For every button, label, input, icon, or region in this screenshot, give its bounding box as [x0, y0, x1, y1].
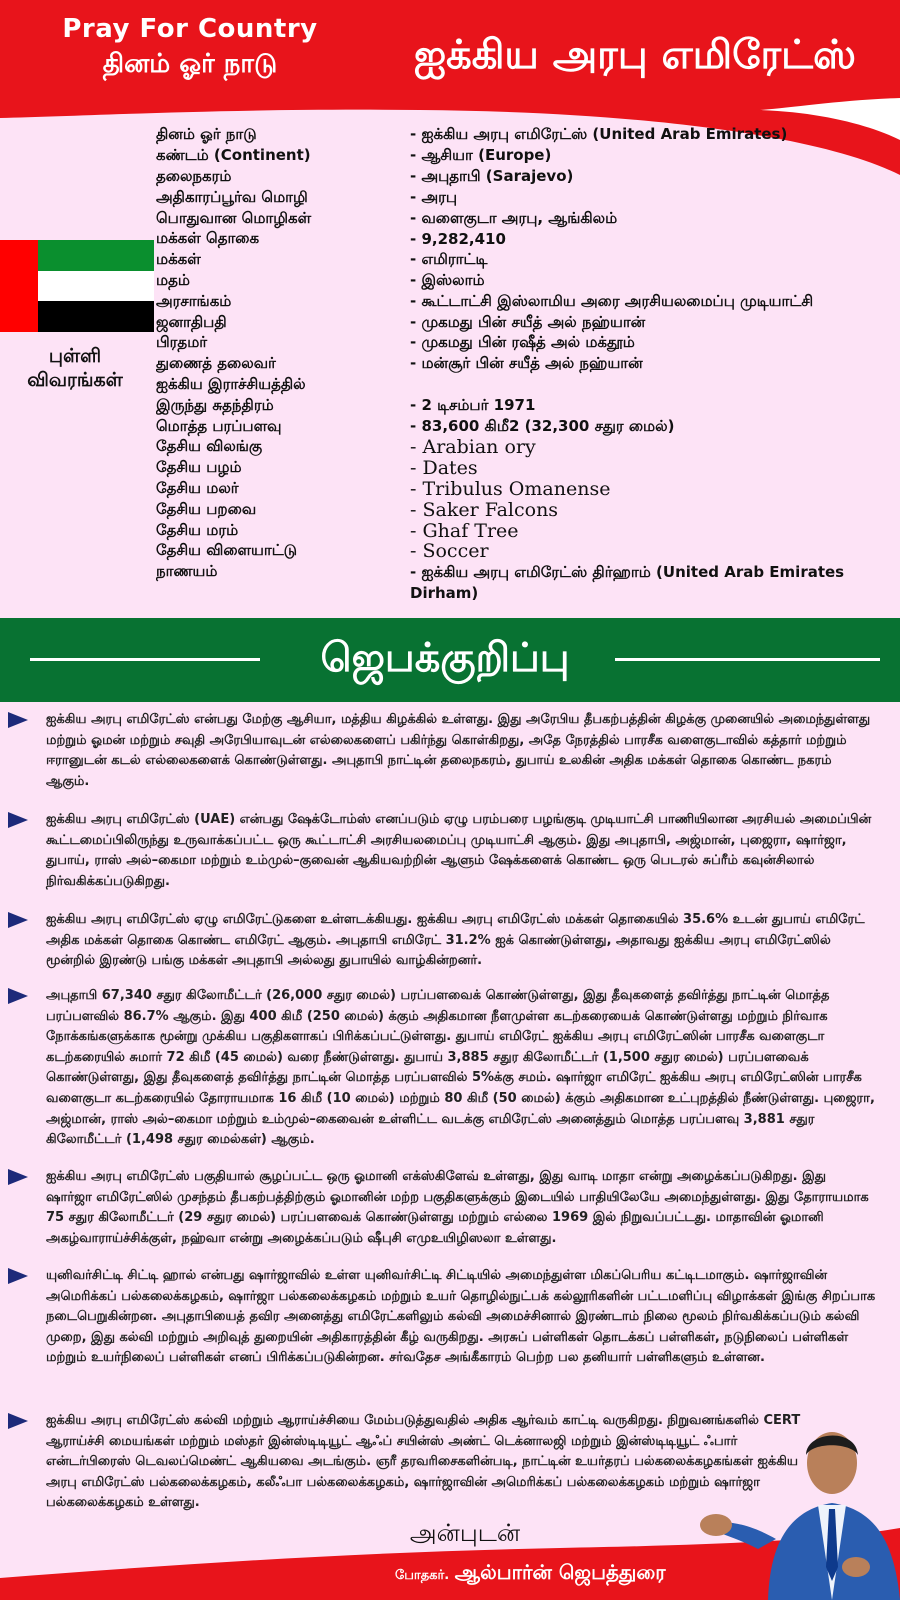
fact-value: - கூட்டாட்சி இஸ்லாமிய அரை அரசியலமைப்பு முடியாட்சி: [410, 292, 886, 312]
fact-row: [156, 271, 886, 292]
fact-row: [156, 375, 886, 396]
fact-value: - முகமது பின் சயீத் அல் நஹ்யான்: [410, 313, 886, 333]
fact-label: பிரதமர்: [156, 333, 208, 352]
fact-value: - மன்சூர் பின் சயீத் அல் நஹ்யான்: [410, 354, 886, 374]
fact-value: - அரபு: [410, 188, 886, 208]
fact-row: [156, 499, 886, 520]
fact-label: அரசாங்கம்: [156, 291, 232, 310]
prayer-point-text: ஐக்கிய அரபு எமிரேட்ஸ் கல்வி மற்றும் ஆராய்ச்சியை மேம்படுத்துவதில் அதிக ஆர்வம் காட்டி வருகிறது. நிறுவனங்களில் CERT ஆராய்ச்சி மையங்கள் மற்றும் மஸ்தர் இன்ஸ்டிடியூட் ஆஃப் சயின்ஸ் அண்ட் டெக்னாலஜி மற்றும் இன்ஸ்டிடியூட் ஃபார் என்டர்பிரைஸ் டெவலப்மெண்ட் ஆகியவை அடங்கும். ஞரீ தரவரிசைகளின்படி, நாட்டின் உயர்தரப் பல்கலைக்கழகங்கள் ஐக்கிய அரபு எமிரேட்ஸ் பல்கலைக்கழகம், கலீஃபா பல்கலைக்கழகம், ஷார்ஜாவின் அமெரிக்கப் பல்கலைக்கழகம் மற்றும் ஷார்ஜா பல்கலைக்கழகம் உள்ளது.: [46, 1413, 801, 1511]
fact-row: [156, 125, 886, 146]
prayer-point-text: ஐக்கிய அரபு எமிரேட்ஸ் (UAE) என்பது ஷேக்டோம்ஸ் எனப்படும் ஏழு பரம்பரை பழங்குடி முடியாட்சி பாணியிலான அரசியல் அமைப்பின் கூட்டமைப்பிலிருந்து உருவாக்கப்பட்ட ஒரு கூட்டாட்சி அரசியலமைப்பு முடியாட்சி ஆகும். இது அபுதாபி, அஜ்மான், புஜைரா, ஷார்ஜா, துபாய், ராஸ் அல்–கைமா மற்றும் உம்முல்–குவைன் ஆகியவற்றின் ஆளும் ஷேக்களைக் கொண்ட ஒரு பெடரல் சுப்ரீம் கவுன்சிலால் நிர்வகிக்கப்படுகிறது.: [46, 812, 872, 889]
fact-value: - இஸ்லாம்: [410, 271, 886, 291]
play-arrow-icon: [8, 1413, 28, 1429]
brand-block: [60, 12, 320, 82]
prayer-point-text: ஐக்கிய அரபு எமிரேட்ஸ் ஏழு எமிரேட்டுகளை உள்ளடக்கியது. ஐக்கிய அரபு எமிரேட்ஸ் மக்கள் தொகையில் 35.6% உடன் துபாய் எமிரேட் அதிக மக்கள் தொகை கொண்ட எமிரேட் ஆகும். அபுதாபி எமிரேட் 31.2% ஐக் கொண்டுள்ளது, அதாவது ஐக்கிய அரபு எமிரேட்ஸில் மூன்றில் இரண்டு பங்கு மக்கள் அபுதாபி அல்லது துபாயில் வாழ்கின்றனர்.: [46, 912, 865, 969]
fact-label: கண்டம் (Continent): [156, 146, 311, 165]
prayer-point-text: யுனிவர்சிட்டி சிட்டி ஹால் என்பது ஷார்ஜாவில் உள்ள யுனிவர்சிட்டி சிட்டியில் அமைந்துள்ள மிகப்பெரிய கட்டிடமாகும். ஷார்ஜாவின் அமெரிக்கப் பல்கலைக்கழகம், ஷார்ஜா பல்கலைக்கழகம் மற்றும் உயர் தொழில்நுட்பக் கல்லூரிகளின் பட்டமளிப்பு விழாக்கள் இங்கு சிறப்பாக நடைபெறுகின்றன. அபுதாபியைத் தவிர அனைத்து எமிரேட்களிலும் கல்வி அமைச்சினால் இரண்டாம் நிலை மூலம் நிர்வகிக்கப்படும் கல்வி முறை, இது கல்வி மற்றும் அறிவுத் துறையின் அதிகாரத்தின் கீழ் வருகிறது. அரசுப் பள்ளிகள் தொடக்கப் பள்ளிகள், நடுநிலைப் பள்ளிகள் மற்றும் உயர்நிலைப் பள்ளிகள் எனப் பிரிக்கப்படுகின்றன. சர்வதேச அங்கீகாரம் பெற்ற பல தனியார் பள்ளிகளும் உள்ளன.: [46, 1268, 876, 1366]
fact-row: [156, 333, 886, 354]
fact-label: நாணயம்: [156, 561, 218, 580]
fact-value: - ஐக்கிய அரபு எமிரேட்ஸ் திர்ஹாம் (United Arab Emirates Dirham): [410, 562, 886, 604]
prayer-point-text: ஐக்கிய அரபு எமிரேட்ஸ் பகுதியால் சூழப்பட்ட ஒரு ஓமானி எக்ஸ்கிளேவ் உள்ளது, இது வாடி மாதா என்று அழைக்கப்படுகிறது. இது ஷார்ஜா எமிரேட்ஸில் முசந்தம் தீபகற்பத்திற்கும் ஓமானின் மற்ற பகுதிகளுக்கும் இடையில் பாதியிலேயே அமைந்துள்ளது. இது தோராயமாக 75 சதுர கிலோமீட்டர் (29 சதுர மைல்) பரப்பளவைக் கொண்டுள்ளது மற்றும் எல்லை 1969 இல் நிறுவப்பட்டது. மாதாவின் ஓமானி அகழ்வாராய்ச்சிக்குள், நஹ்வா என்று அழைக்கப்படும் ஷீபுசி எமுஉயிழிஸலா உள்ளது.: [46, 1169, 869, 1246]
facts-caption-line-1: புள்ளி: [48, 345, 102, 367]
preacher-role: போதகர்.: [395, 1568, 450, 1583]
prayer-title: ஜெபக்குறிப்பு: [320, 635, 570, 681]
fact-label: துணைத் தலைவர்: [156, 354, 276, 373]
fact-value: - Saker Falcons: [410, 499, 886, 521]
fact-label: மக்கள் தொகை: [156, 229, 260, 248]
fact-label: மொத்த பரப்பளவு: [156, 416, 282, 435]
preacher-credit: [395, 1560, 666, 1587]
fact-value: - Soccer: [410, 540, 886, 562]
fact-label: தினம் ஓர் நாடு: [156, 125, 257, 144]
uae-flag: [0, 240, 154, 332]
fact-value: - ஆசியா (Europe): [410, 146, 886, 166]
banner-rule-right: [615, 658, 880, 661]
play-arrow-icon: [8, 812, 28, 828]
prayer-banner: [0, 618, 900, 702]
fact-row: [156, 520, 886, 541]
fact-row: [156, 479, 886, 500]
fact-value: - 9,282,410: [410, 230, 886, 248]
prayer-point-text: ஐக்கிய அரபு எமிரேட்ஸ் என்பது மேற்கு ஆசியா, மத்திய கிழக்கில் உள்ளது. இது அரேபிய தீபகற்பத்தின் கிழக்கு முனையில் அமைந்துள்ளது மற்றும் ஓமன் மற்றும் சவுதி அரேபியாவுடன் எல்லைகளைப் பகிர்ந்து கொள்கிறது, அதே நேரத்தில் பாரசீக வளைகுடாவில் கத்தார் மற்றும் ஈரானுடன் கடல் எல்லைகளைக் கொண்டுள்ளது. அபுதாபி நாட்டின் தலைநகரம், துபாய் உலகின் அதிக மக்கள் தொகை கொண்ட நகரம் ஆகும்.: [46, 712, 871, 789]
fact-label: பொதுவான மொழிகள்: [156, 208, 312, 227]
fact-row: [156, 187, 886, 208]
fact-row: [156, 395, 886, 416]
country-title: ஐக்கிய அரபு எமிரேட்ஸ்: [414, 32, 856, 78]
fact-value: - 83,600 கிமீ2 (32,300 சதுர மைல்): [410, 417, 886, 437]
fact-value: - முகமது பின் ரஷீத் அல் மக்தூம்: [410, 333, 886, 353]
fact-value: - Arabian ory: [410, 436, 886, 458]
signoff: அன்புடன்: [409, 1519, 521, 1547]
fact-row: [156, 167, 886, 188]
facts-list: [156, 125, 886, 604]
fact-label: மதம்: [156, 270, 190, 289]
fact-row: [156, 312, 886, 333]
fact-row: [156, 291, 886, 312]
fact-label: தேசிய விலங்கு: [156, 437, 263, 456]
fact-label: தேசிய பறவை: [156, 499, 257, 518]
fact-label: தேசிய பழம்: [156, 458, 242, 477]
fact-label: அதிகாரப்பூர்வ மொழி: [156, 187, 308, 206]
fact-row: [156, 541, 886, 562]
fact-row: [156, 146, 886, 167]
fact-label: மக்கள்: [156, 250, 201, 269]
fact-value: - எமிராட்டி: [410, 250, 886, 270]
fact-row: [156, 354, 886, 375]
fact-label: தேசிய விளையாட்டு: [156, 541, 298, 560]
fact-value: - அபுதாபி (Sarajevo): [410, 167, 886, 187]
fact-label: ஜனாதிபதி: [156, 312, 227, 331]
play-arrow-icon: [8, 912, 28, 928]
fact-value: - Ghaf Tree: [410, 520, 886, 542]
fact-value: - ஐக்கிய அரபு எமிரேட்ஸ் (United Arab Emirates): [410, 125, 886, 145]
fact-label: தலைநகரம்: [156, 166, 232, 185]
banner-rule-left: [30, 658, 260, 661]
facts-caption-line-2: விவரங்கள்: [27, 369, 123, 391]
fact-row: [156, 562, 886, 604]
play-arrow-icon: [8, 1268, 28, 1284]
fact-label: ஐக்கிய இராச்சியத்தில்: [156, 374, 306, 393]
play-arrow-icon: [8, 712, 28, 728]
fact-row: [156, 250, 886, 271]
fact-row: [156, 458, 886, 479]
fact-label: தேசிய மலர்: [156, 478, 239, 497]
fact-row: [156, 437, 886, 458]
preacher-name: ஆல்பார்ன் ஜெபத்துரை: [454, 1560, 666, 1584]
fact-value: - வளைகுடா அரபு, ஆங்கிலம்: [410, 209, 886, 229]
fact-label: இருந்து சுதந்திரம்: [156, 395, 274, 414]
fact-value: - Dates: [410, 457, 886, 479]
brand-line-2: தினம் ஓர் நாடு: [102, 49, 278, 79]
brand-line-1: Pray For Country: [62, 14, 318, 44]
play-arrow-icon: [8, 988, 28, 1004]
play-arrow-icon: [8, 1169, 28, 1185]
fact-row: [156, 208, 886, 229]
fact-value: - Tribulus Omanense: [410, 478, 886, 500]
preacher-portrait: [696, 1417, 900, 1600]
fact-label: தேசிய மரம்: [156, 520, 239, 539]
facts-caption: [10, 344, 140, 392]
prayer-point-text: அபுதாபி 67,340 சதுர கிலோமீட்டர் (26,000 சதுர மைல்) பரப்பளவைக் கொண்டுள்ளது, இது தீவுகளைத் தவிர்த்து நாட்டின் மொத்த பரப்பளவில் 86.7% ஆகும். இது 400 கிமீ (250 மைல்) க்கும் அதிகமான நீளமுள்ள கடற்கரையைக் கொண்டுள்ளது மற்றும் நிர்வாக நோக்கங்களுக்காக மூன்று முக்கிய பகுதிகளாகப் பிரிக்கப்பட்டுள்ளது. துபாய் எமிரேட் ஐக்கிய அரபு எமிரேட்ஸின் பாரசீக வளைகுடா கடற்கரையில் சுமார் 72 கிமீ (45 மைல்) வரை நீண்டுள்ளது. துபாய் 3,885 சதுர கிலோமீட்டர் (1,500 சதுர மைல்) பரப்பளவைக் கொண்டுள்ளது, இது தீவுகளைத் தவிர்த்து நாட்டின் மொத்த பரப்பளவில் 5%க்கு சமம். ஷார்ஜா எமிரேட் ஐக்கிய அரபு எமிரேட்ஸின் பாரசீக வளைகுடா கடற்கரையில் தோராயமாக 16 கிமீ (10 மைல்) மற்றும் 80 கிமீ (50 மைல்) க்கும் அதிகமான உட்புறத்தில் நீண்டுள்ளது. புஜைரா, அஜ்மான், ராஸ் அல்–கைமா மற்றும் உம்முல்–கைவைன் உள்ளிட்ட வடக்கு எமிரேட்ஸ் அனைத்தும் மொத்த பரப்பளவு 3,881 சதுர கிலோமீட்டர் (1,498 சதுர மைல்கள்) ஆகும்.: [46, 988, 875, 1148]
fact-row: [156, 229, 886, 250]
fact-row: [156, 416, 886, 437]
fact-value: - 2 டிசம்பர் 1971: [410, 396, 886, 416]
